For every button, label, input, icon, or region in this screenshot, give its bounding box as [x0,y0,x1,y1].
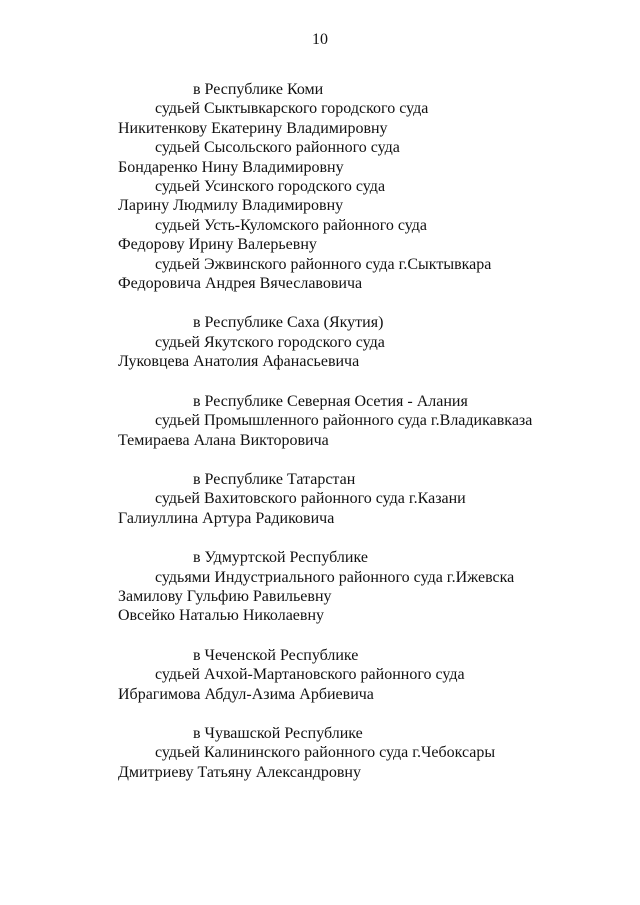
court-line: судьей Калининского районного суда г.Чебоксары [155,744,496,762]
region-heading: в Чувашской Республике [193,724,363,742]
person-name: Луковцева Анатолия Афанасьевича [118,353,360,371]
court-line: судьей Усть-Куломского районного суда [155,216,427,234]
person-name: Темираева Алана Викторовича [118,431,329,449]
court-line: судьей Промышленного районного суда г.Владикавказа [155,412,533,430]
person-name: Федоровича Андрея Вячеславовича [118,275,363,293]
person-name: Ибрагимова Абдул-Азима Арбиевича [118,685,374,703]
section-tatarstan [0,470,640,528]
region-heading: в Республике Коми [193,81,324,98]
region-heading: в Республике Саха (Якутия) [193,314,384,332]
court-line: судьей Сыктывкарского городского суда [155,100,429,118]
person-name: Федорову Ирину Валерьевну [118,236,317,254]
section-sakha [0,313,640,371]
person-name: Ларину Людмилу Владимировну [118,197,344,215]
person-name: Овсейко Наталью Николаевну [118,607,325,625]
person-name: Дмитриеву Татьяну Александровну [118,763,361,781]
court-line: судьей Ачхой-Мартановского районного суда [155,666,465,684]
court-line: судьями Индустриального районного суда г.Ижевска [155,568,515,586]
appointments-list [0,80,640,782]
court-line: судьей Вахитовского районного суда г.Казани [155,490,466,508]
region-heading: в Республике Северная Осетия - Алания [193,392,468,410]
page-number: 10 [312,31,328,48]
region-heading: в Чеченской Республике [193,646,359,664]
section-udmurtia [0,548,640,626]
court-line: судьей Сысольского районного суда [155,139,400,157]
section-chuvashia [0,724,640,782]
section-komi [0,80,640,293]
region-heading: в Республике Татарстан [193,470,356,488]
court-line: судьей Эжвинского районного суда г.Сыктывкара [155,255,492,273]
person-name: Галиуллина Артура Радиковича [118,509,335,527]
section-north-ossetia [0,392,640,450]
region-heading: в Удмуртской Республике [193,549,368,567]
person-name: Замилову Гульфию Равильевну [118,587,332,605]
court-line: судьей Усинского городского суда [155,178,386,196]
person-name: Никитенкову Екатерину Владимировну [118,119,388,137]
court-line: судьей Якутского городского суда [155,333,385,351]
section-chechnya [0,646,640,704]
person-name: Бондаренко Нину Владимировну [118,158,344,176]
